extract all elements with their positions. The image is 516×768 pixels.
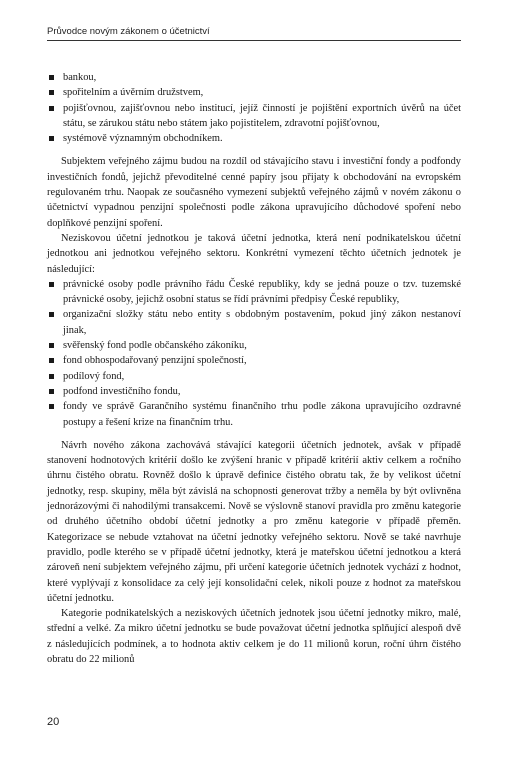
page-number: 20 [47,716,60,728]
list-item: svěřenský fond podle občanského zákoníku, [47,338,461,353]
paragraph-categories: Návrh nového zákona zachovává stávající kategorii účetních jednotek, avšak v případě stanovení hodnotových kritérií došlo ke zvýšení hranic v případě kritérií aktiv celkem a ročního úhrnu čistého obratu. Rovněž došlo k úpravě definice čistého obratu tak, že by velikost účetní jednotky, resp. skupiny, měla být závislá na schopnosti generovat tržby a neměla by být ovlivněna jednorázovými či nahodilými transakcemi. Nově se výslovně stanoví pravidla pro změnu kategorie od druhého účetního období účetní jednotky a pro změnu kategorie v případě přeměn. Kategorizace se nebude vztahovat na účetní jednotky veřejného sektoru. Nově se také navrhuje pravidlo, podle kterého se v případě účetní jednotky, která je mateřskou účetní jednotkou a která zároveň není subjektem veřejného zájmu, při určení kategorie účetních jednotek vychází z hodnot, které vyplývají z konsolidace za celý její konsolidační celek, nikoli pouze z hodnot za mateřskou účetní jednotku. [47,439,461,604]
paragraph-micro-entity: Kategorie podnikatelských a neziskových účetních jednotek jsou účetní jednotky mikro, malé, střední a velké. Za mikro účetní jednotku se bude považovat účetní jednotka splňující alespoň dvě z následujících podmínek, a to hodnota aktiv celkem je do 11 milionů korun, roční úhrn čistého obratu do 22 milionů [47,608,461,665]
list-item: podfond investičního fondu, [47,384,461,399]
list-item: spořitelním a úvěrním družstvem, [47,85,461,100]
page-content [47,70,461,667]
list-item: pojišťovnou, zajišťovnou nebo institucí, jejíž činností je pojištění exportních úvěrů na účet státu, se zárukou státu nebo státem jako pojistitelem, zdravotní pojišťovnou, [47,101,461,132]
list-item: bankou, [47,70,461,85]
paragraph-nonprofit-definition: Neziskovou účetní jednotkou je taková účetní jednotka, která není podnikatelskou účetní jednotkou ani jednotkou veřejného sektoru. Konkrétní vymezení těchto účetních jednotek je následující: [47,232,461,275]
running-header: Průvodce novým zákonem o účetnictví [47,26,461,41]
bullet-list-nonprofit [47,277,461,430]
list-item: organizační složky státu nebo entity s obdobným postavením, pokud jiný zákon nestanoví jinak, [47,307,461,338]
list-item: fondy ve správě Garančního systému finančního trhu podle zákona upravujícího ozdravné postupy a řešení krize na finančním trhu. [47,399,461,430]
list-item: právnické osoby podle právního řádu České republiky, kdy se jedná pouze o tzv. tuzemské právnické osoby, jejichž osobní status se řídí právními předpisy České republiky, [47,277,461,308]
list-item: systémově významným obchodníkem. [47,131,461,146]
paragraph-public-interest: Subjektem veřejného zájmu budou na rozdíl od stávajícího stavu i investiční fondy a podfondy investičních fondů, jejichž převoditelné cenné papíry jsou přijaty k obchodování na evropském regulovaném trhu. Naopak ze současného vymezení subjektů veřejného zájmů v novém zákonu o účetnictví vypadnou penzijní společnosti podle zákona upravujícího důchodové spoření nebo doplňkové penzijní spoření. [47,156,461,229]
list-item: fond obhospodařovaný penzijní společností, [47,353,461,368]
bullet-list-institutions [47,70,461,146]
list-item: podílový fond, [47,369,461,384]
